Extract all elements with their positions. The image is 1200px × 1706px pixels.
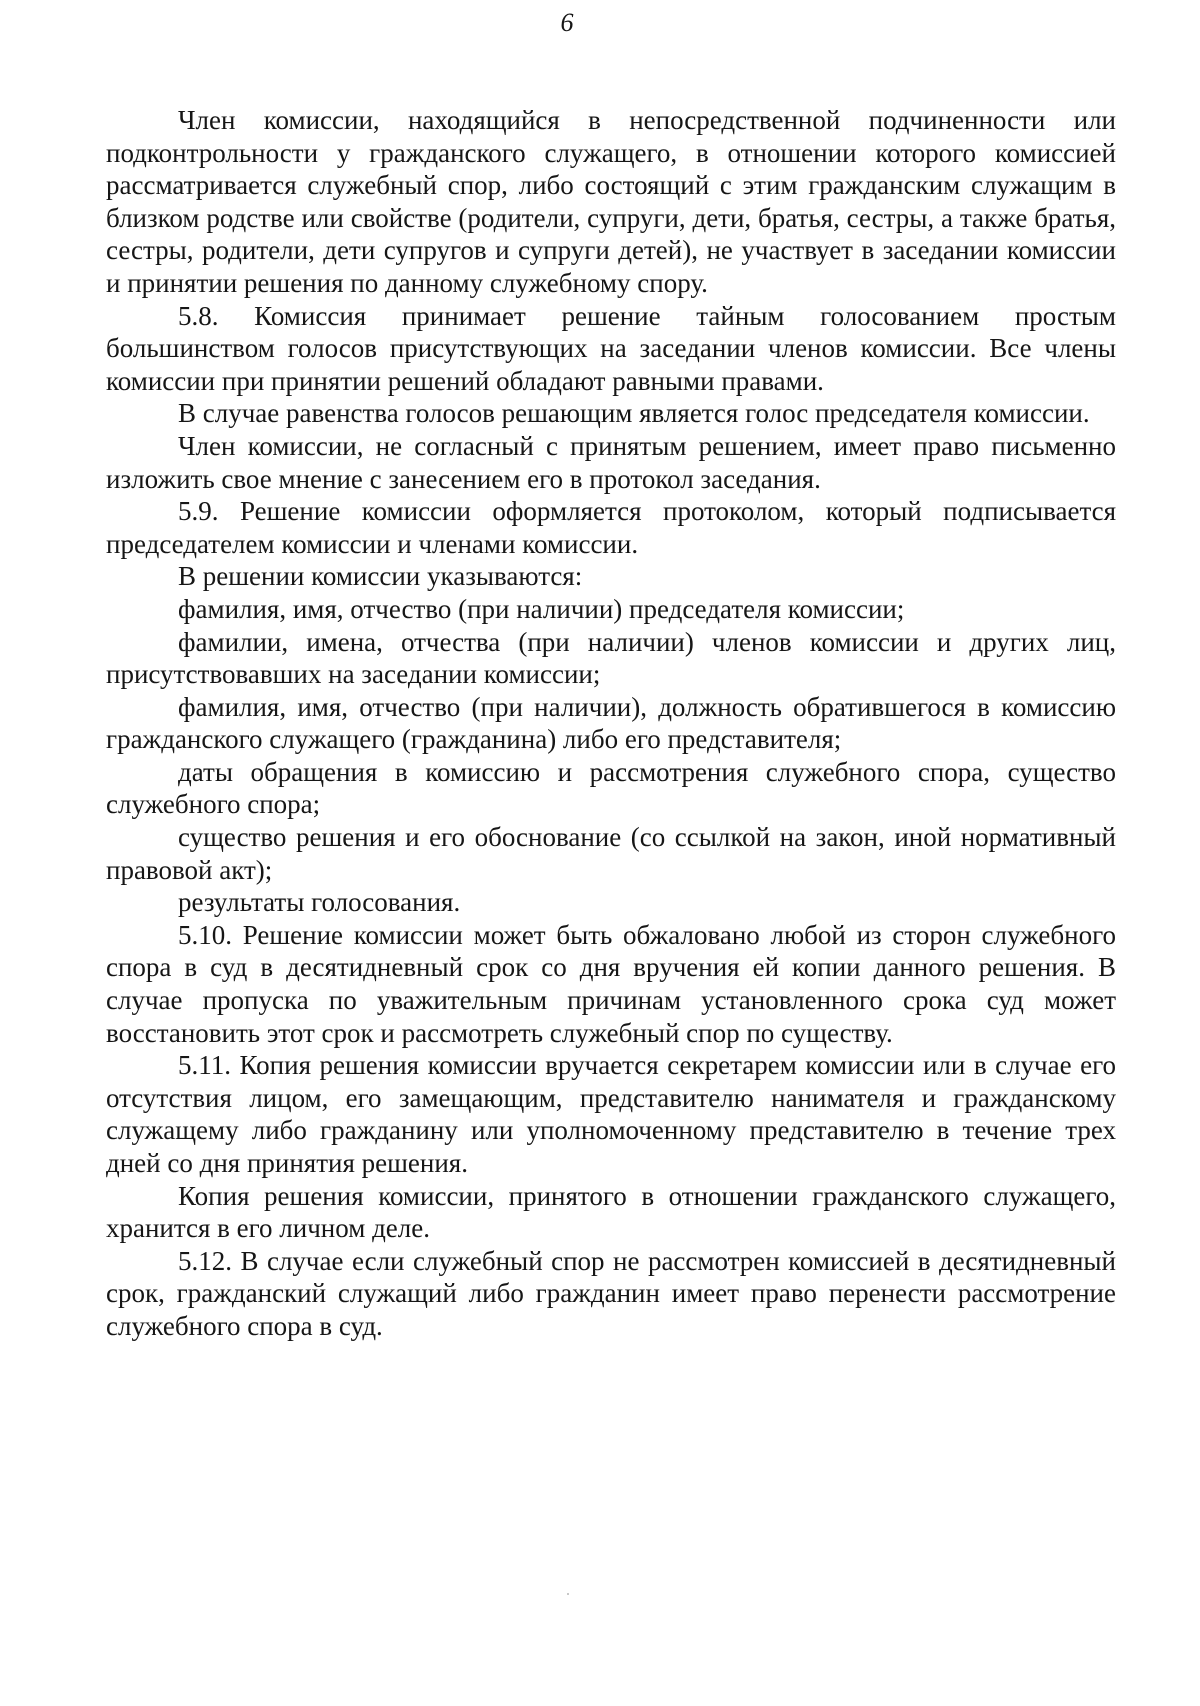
paragraph-copy-storage: Копия решения комиссии, принятого в отношении гражданского служащего, хранится в его личном деле. bbox=[106, 1180, 1116, 1244]
document-body bbox=[106, 104, 1116, 1343]
paragraph-5-10: 5.10. Решение комиссии может быть обжаловано любой из сторон служебного спора в суд в десятидневный срок со дня вручения ей копии данного решения. В случае пропуска по уважительным причинам установленного срока суд может восстановить этот срок и рассмотреть служебный спор по существу. bbox=[106, 919, 1116, 1048]
list-item-decision-essence: существо решения и его обоснование (со ссылкой на закон, иной нормативный правовой акт); bbox=[106, 822, 1116, 885]
paragraph-5-11: 5.11. Копия решения комиссии вручается секретарем комиссии или в случае его отсутствия лицом, его замещающим, представителю нанимателя и гражданскому служащему либо гражданину или уполномоченному представителю в течение трех дней со дня принятия решения. bbox=[106, 1050, 1116, 1178]
paragraph-dissent: Член комиссии, не согласный с принятым решением, имеет право письменно изложить свое мнение с занесением его в протокол заседания. bbox=[106, 430, 1116, 494]
list-item-chair-name: фамилия, имя, отчество (при наличии) председателя комиссии; bbox=[178, 593, 905, 624]
list-item-applicant: фамилия, имя, отчество (при наличии), должность обратившегося в комиссию гражданского служащего (гражданина) либо его представителя; bbox=[106, 691, 1116, 755]
page-number: 6 bbox=[560, 8, 574, 37]
paragraph-decision-contents-intro: В решении комиссии указываются: bbox=[178, 561, 583, 592]
paragraph-member-exclusion: Член комиссии, находящийся в непосредственной подчиненности или подконтрольности у гражданского служащего, в отношении которого комиссией рассматривается служебный спор, либо состоящий с этим гражданским служащим в близком родстве или свойстве (родители, супруги, дети, братья, сестры, а также братья, сестры, родители, дети супругов и супруги детей), не участвует в заседании комиссии и принятии решения по данному служебному спору. bbox=[106, 105, 1116, 298]
scan-speck bbox=[567, 1593, 569, 1595]
paragraph-5-9: 5.9. Решение комиссии оформляется протоколом, который подписывается председателем комиссии и членами комиссии. bbox=[106, 496, 1116, 559]
paragraph-5-12: 5.12. В случае если служебный спор не рассмотрен комиссией в десятидневный срок, гражданский служащий либо гражданин имеет право перенести рассмотрение служебного спора в суд. bbox=[106, 1245, 1116, 1341]
list-item-members-names: фамилии, имена, отчества (при наличии) членов комиссии и других лиц, присутствовавших на заседании комиссии; bbox=[106, 626, 1116, 690]
paragraph-tie-vote: В случае равенства голосов решающим является голос председателя комиссии. bbox=[178, 398, 1090, 429]
list-item-vote-results: результаты голосования. bbox=[178, 887, 461, 918]
paragraph-5-8: 5.8. Комиссия принимает решение тайным голосованием простым большинством голосов присутствующих на заседании членов комиссии. Все члены комиссии при принятии решений обладают равными правами. bbox=[106, 300, 1116, 396]
list-item-dates: даты обращения в комиссию и рассмотрения служебного спора, существо служебного спора; bbox=[106, 756, 1116, 820]
